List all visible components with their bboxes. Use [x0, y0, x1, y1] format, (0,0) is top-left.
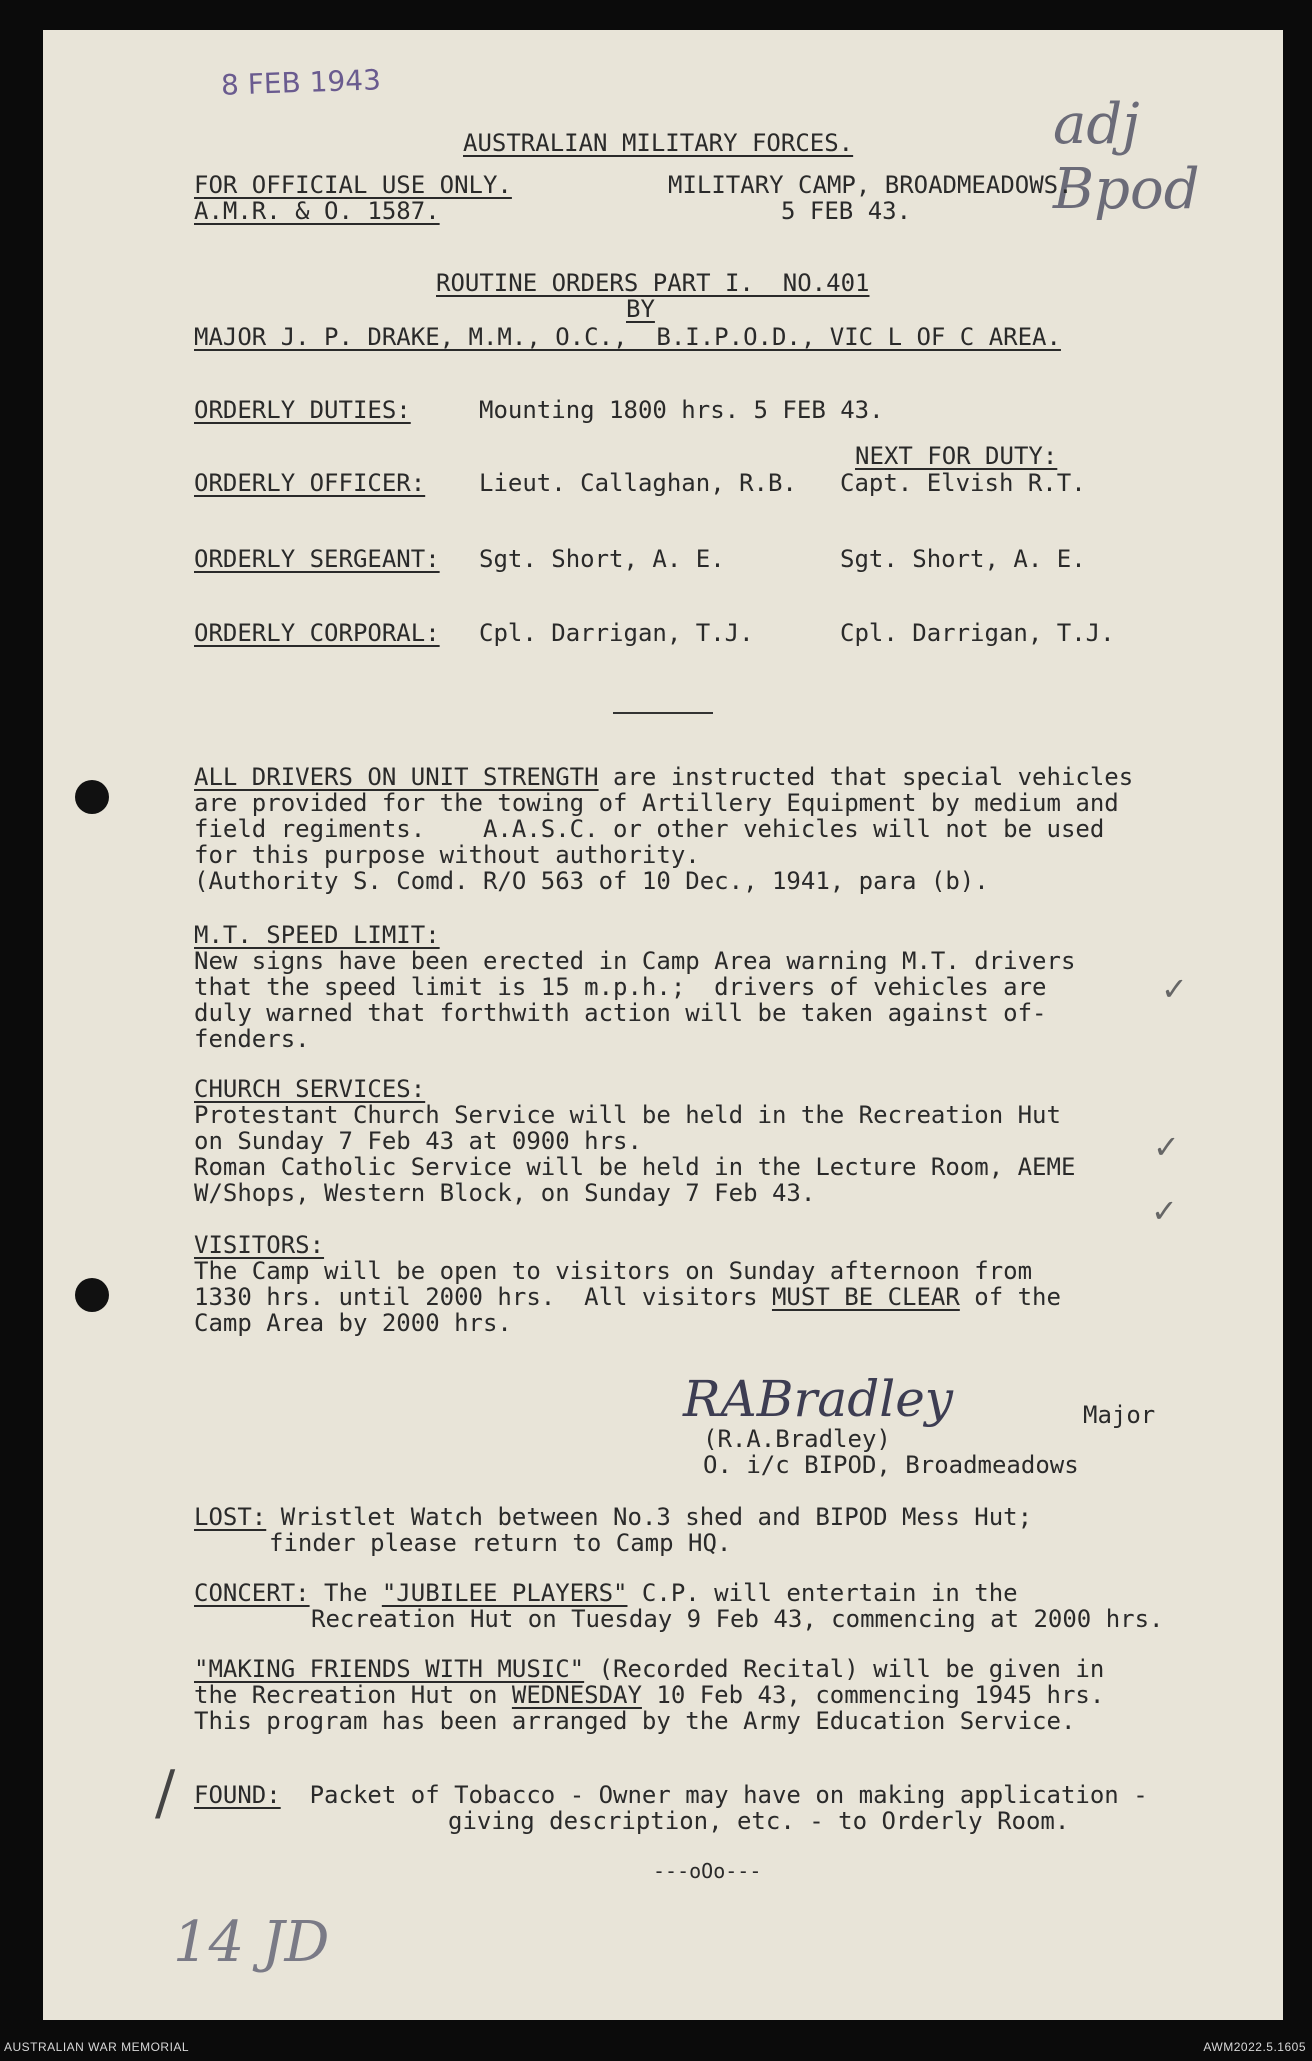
lost-label: LOST: [194, 1503, 267, 1531]
orderly-officer-next: Capt. Elvish R.T. [840, 469, 1086, 497]
speed-line-1: New signs have been erected in Camp Area warning M.T. drivers [194, 947, 1076, 975]
drivers-line-1-rest: are instructed that special vehicles [598, 763, 1134, 791]
speed-limit-heading: M.T. SPEED LIMIT: [194, 921, 440, 949]
signatory-rank: Major [1083, 1401, 1156, 1429]
found-line-1 [194, 1782, 1148, 1808]
speed-line-4: fenders. [194, 1025, 310, 1053]
archive-reference: AWM2022.5.1605 [1203, 2040, 1306, 2054]
received-date-stamp: 8 FEB 1943 [220, 63, 382, 102]
orderly-sergeant-label: ORDERLY SERGEANT: [194, 545, 440, 573]
check-mark-icon: ✓ [1161, 970, 1188, 1008]
end-mark: ---oOo--- [653, 1859, 762, 1883]
must-be-clear-emphasis: MUST BE CLEAR [771, 1283, 960, 1311]
check-mark-icon: ✓ [1153, 1128, 1180, 1166]
official-use-line: FOR OFFICIAL USE ONLY. [194, 171, 512, 199]
visitors-line-1: The Camp will be open to visitors on Sunday afternoon from [194, 1257, 1033, 1285]
concert-line-1-c: C.P. will entertain in the [627, 1579, 1018, 1607]
concert-label: CONCERT: [194, 1579, 310, 1607]
found-line-2: giving description, etc. - to Orderly Room. [448, 1807, 1070, 1835]
wednesday-emphasis: WEDNESDAY [511, 1681, 642, 1709]
order-date: 5 FEB 43. [781, 197, 912, 225]
visitors-line-2-c: of the [959, 1283, 1061, 1311]
church-line-1: Protestant Church Service will be held in the Recreation Hut [194, 1101, 1061, 1129]
drivers-line-3: field regiments. A.A.S.C. or other vehicles will not be used [194, 815, 1105, 843]
lost-line-1 [194, 1504, 1032, 1530]
signatory-name: (R.A.Bradley) [703, 1425, 891, 1453]
music-line-2 [194, 1682, 1104, 1708]
music-line-1 [194, 1656, 1104, 1682]
order-title: ROUTINE ORDERS PART I. NO.401 [436, 269, 870, 297]
concert-line-1-a: The [309, 1579, 382, 1607]
visitors-line-2 [194, 1284, 1061, 1310]
found-line-1-text: Packet of Tobacco - Owner may have on making application - [280, 1781, 1148, 1809]
section-divider [613, 712, 713, 714]
archive-credit: AUSTRALIAN WAR MEMORIAL [4, 2040, 190, 2054]
punch-hole-top [75, 780, 109, 814]
music-line-3: This program has been arranged by the Army Education Service. [194, 1707, 1076, 1735]
next-for-duty-heading: NEXT FOR DUTY: [855, 442, 1058, 470]
handwritten-initials-bottom-left: 14 JD [173, 1910, 330, 1975]
drivers-authority: (Authority S. Comd. R/O 563 of 10 Dec., 1941, para (b). [194, 867, 989, 895]
margin-mark: / [155, 1758, 176, 1828]
signatory-title: O. i/c BIPOD, Broadmeadows [703, 1451, 1079, 1479]
speed-line-2: that the speed limit is 15 m.p.h.; drivers of vehicles are [194, 973, 1047, 1001]
visitors-line-3: Camp Area by 2000 hrs. [194, 1309, 512, 1337]
issuing-officer: MAJOR J. P. DRAKE, M.M., O.C., B.I.P.O.D., VIC L OF C AREA. [194, 323, 1061, 351]
amr-reference: A.M.R. & O. 1587. [194, 197, 440, 225]
mounting-time: Mounting 1800 hrs. 5 FEB 43. [479, 396, 884, 424]
handwritten-signature: RABradley [683, 1370, 954, 1428]
concert-line-1 [194, 1580, 1018, 1606]
drivers-line-1 [194, 764, 1133, 790]
orderly-sergeant-current: Sgt. Short, A. E. [479, 545, 725, 573]
punch-hole-bottom [75, 1278, 109, 1312]
camp-location: MILITARY CAMP, BROADMEADOWS. [668, 171, 1073, 199]
visitors-line-2-a: 1330 hrs. until 2000 hrs. All visitors [194, 1283, 772, 1311]
drivers-line-2: are provided for the towing of Artillery Equipment by medium and [194, 789, 1119, 817]
orderly-officer-label: ORDERLY OFFICER: [194, 469, 426, 497]
music-line-1-rest: (Recorded Recital) will be given in [584, 1655, 1105, 1683]
check-mark-icon: ✓ [1151, 1192, 1178, 1230]
orderly-sergeant-next: Sgt. Short, A. E. [840, 545, 1086, 573]
handwritten-note-top-right: adj Bpod [1053, 92, 1200, 222]
document-page [43, 30, 1283, 2020]
orderly-corporal-current: Cpl. Darrigan, T.J. [479, 619, 754, 647]
church-line-3: Roman Catholic Service will be held in the Lecture Room, AEME [194, 1153, 1076, 1181]
church-line-2: on Sunday 7 Feb 43 at 0900 hrs. [194, 1127, 642, 1155]
lost-line-1-text: Wristlet Watch between No.3 shed and BIPOD Mess Hut; [266, 1503, 1033, 1531]
lost-line-2: finder please return to Camp HQ. [269, 1529, 732, 1557]
drivers-lead: ALL DRIVERS ON UNIT STRENGTH [194, 763, 599, 791]
jubilee-players: "JUBILEE PLAYERS" [381, 1579, 628, 1607]
visitors-heading: VISITORS: [194, 1231, 325, 1259]
church-services-heading: CHURCH SERVICES: [194, 1075, 426, 1103]
concert-line-2: Recreation Hut on Tuesday 9 Feb 43, commencing at 2000 hrs. [311, 1605, 1164, 1633]
orderly-officer-current: Lieut. Callaghan, R.B. [479, 469, 797, 497]
orderly-corporal-next: Cpl. Darrigan, T.J. [840, 619, 1115, 647]
drivers-line-4: for this purpose without authority. [194, 841, 700, 869]
orderly-duties-label: ORDERLY DUTIES: [194, 396, 411, 424]
music-line-2-c: 10 Feb 43, commencing 1945 hrs. [641, 1681, 1105, 1709]
org-heading: AUSTRALIAN MILITARY FORCES. [463, 129, 854, 157]
speed-line-3: duly warned that forthwith action will be taken against of- [194, 999, 1047, 1027]
music-title: "MAKING FRIENDS WITH MUSIC" [194, 1655, 585, 1683]
orderly-corporal-label: ORDERLY CORPORAL: [194, 619, 440, 647]
order-by: BY [626, 295, 655, 323]
found-label: FOUND: [194, 1781, 281, 1809]
church-line-4: W/Shops, Western Block, on Sunday 7 Feb 43. [194, 1179, 816, 1207]
music-line-2-a: the Recreation Hut on [194, 1681, 512, 1709]
